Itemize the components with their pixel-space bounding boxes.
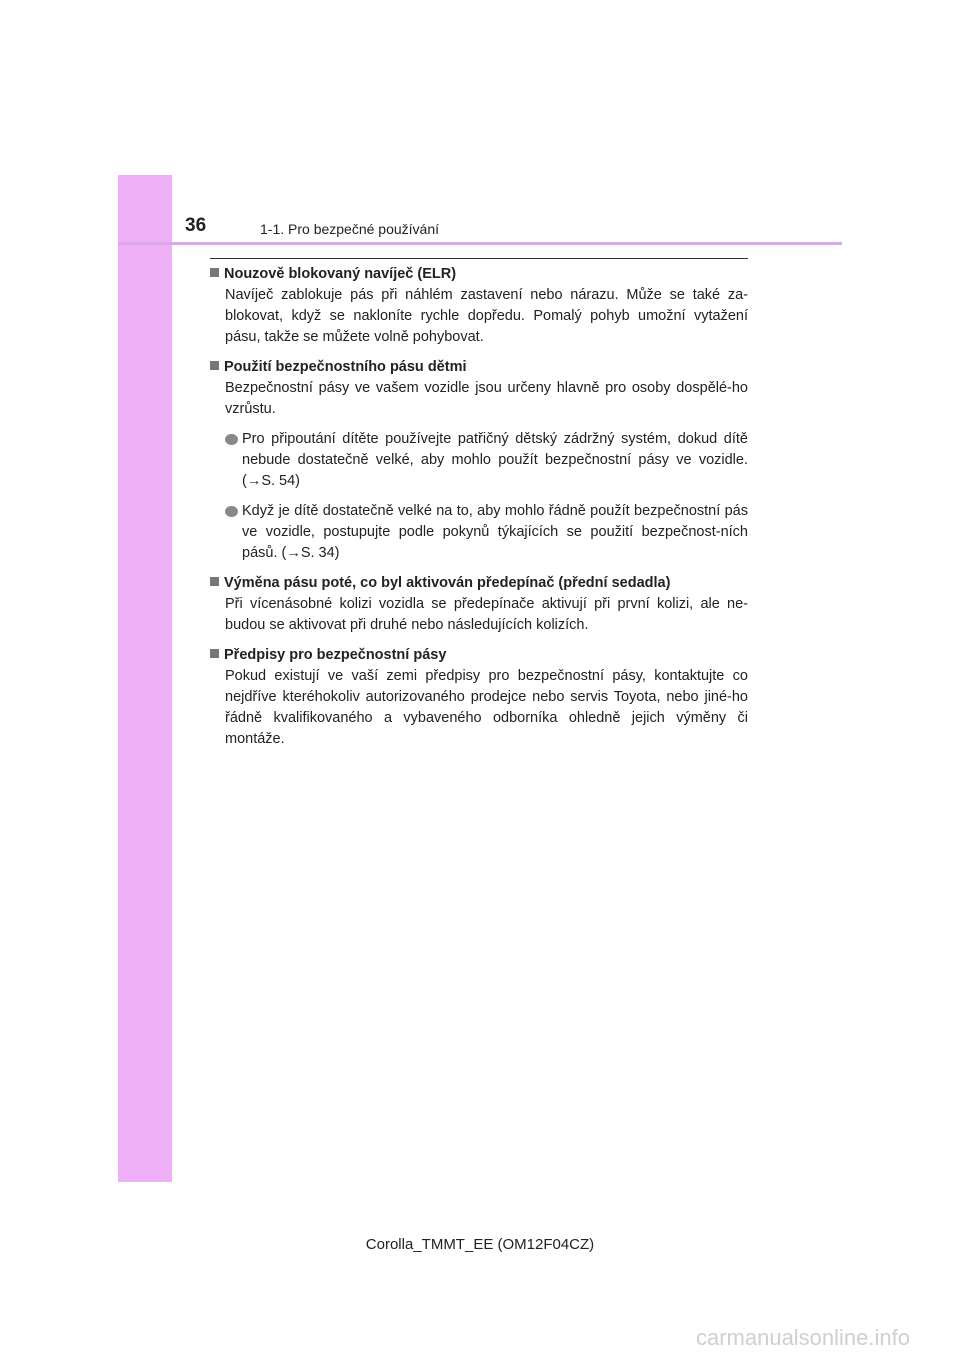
section-heading: Předpisy pro bezpečnostní pásy — [224, 647, 447, 663]
square-bullet-icon — [210, 577, 219, 586]
section-regulations — [210, 645, 748, 750]
square-bullet-icon — [210, 361, 219, 370]
square-bullet-icon — [210, 649, 219, 658]
section-elr — [210, 264, 748, 348]
page-content — [210, 264, 748, 759]
section-heading: Nouzově blokovaný navíječ (ELR) — [224, 266, 457, 282]
list-item — [225, 429, 748, 492]
bullet-text: Když je dítě dostatečně velké na to, aby mohlo řádně použít bezpečnostní pás ve vozidle, postupujte podle pokynů týkajících se použití bezpečnost-ních pásů. (→S. 34) — [242, 503, 748, 561]
section-title: 1-1. Pro bezpečné používání — [260, 221, 440, 237]
page-number: 36 — [185, 215, 207, 236]
bullet-text: Pro připoutání dítěte používejte patřičný dětský zádržný systém, dokud dítě nebude dostatečně velké, aby mohlo použít bezpečnostní pásy ve vozidle. (→S. 54) — [242, 431, 748, 489]
section-heading: Použití bezpečnostního pásu dětmi — [224, 359, 467, 375]
section-body: Pokud existují ve vaší zemi předpisy pro bezpečnostní pásy, kontaktujte co nejdříve kteréhokoliv autorizovaného prodejce nebo servis Toyota, nebo jiné-ho řádně kvalifikovaného a vybaveného odborníka ohledně jejich výměny či montáže. — [225, 668, 748, 747]
section-heading: Výměna pásu poté, co byl aktivován předepínač (přední sedadla) — [224, 575, 671, 591]
chapter-tab-sidebar — [118, 175, 172, 1182]
watermark: carmanualsonline.info — [695, 1325, 910, 1350]
footer-doc-code: Corolla_TMMT_EE (OM12F04CZ) — [365, 1236, 595, 1253]
round-bullet-icon — [225, 506, 238, 517]
content-top-rule — [210, 258, 748, 259]
square-bullet-icon — [210, 268, 219, 277]
list-item — [225, 501, 748, 564]
section-children — [210, 357, 748, 564]
section-pretensioner — [210, 573, 748, 636]
section-body: Při vícenásobné kolizi vozidla se předepínače aktivují při první kolizi, ale ne-budou se aktivovat při druhé nebo následujících kolizích. — [225, 596, 748, 633]
section-body: Bezpečnostní pásy ve vašem vozidle jsou určeny hlavně pro osoby dospělé-ho vzrůstu. — [225, 380, 748, 417]
round-bullet-icon — [225, 434, 238, 445]
section-body: Navíječ zablokuje pás při náhlém zastavení nebo nárazu. Může se také za-blokovat, když se nakloníte rychle dopředu. Pomalý pohyb umožní vytažení pásu, takže se můžete volně pohybovat. — [225, 287, 748, 345]
header-rule — [118, 242, 842, 245]
